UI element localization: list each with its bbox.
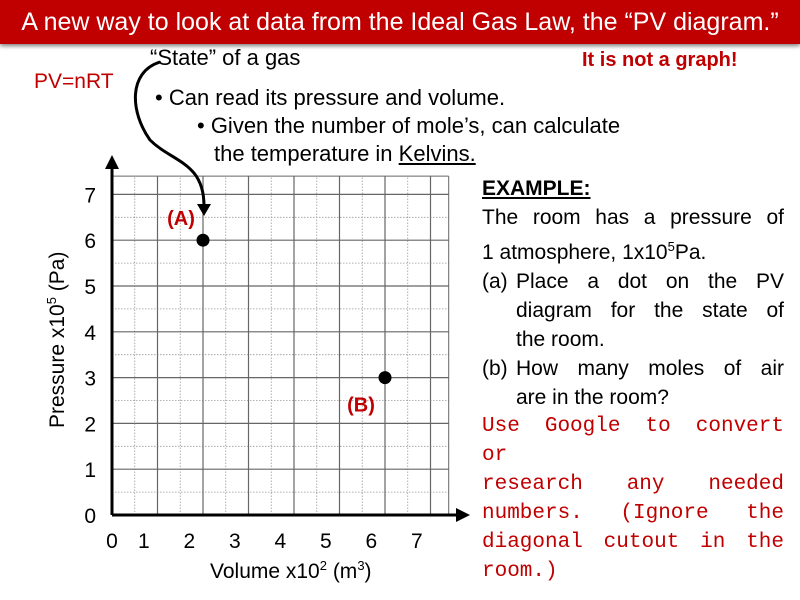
grid-major-lines [112, 176, 449, 515]
x-axis-arrowhead [456, 508, 470, 522]
note-line1: Use Google to convert or [482, 415, 784, 467]
x-tick-labels [106, 530, 423, 553]
question-a [482, 267, 784, 354]
bullet-cont-text: the temperature in [214, 141, 399, 166]
y-tick-label: 1 [84, 459, 96, 483]
question-b-line1: How many moles of air [516, 357, 784, 380]
question-a-line3: the room. [516, 328, 605, 351]
y-axis-title: Pressure $x10^5$ (Pa) [44, 251, 69, 428]
data-point-a [197, 234, 210, 247]
not-graph-note: It is not a graph! [582, 49, 738, 71]
y-tick-label: 3 [84, 367, 96, 391]
example-panel [482, 174, 784, 586]
x-tick-label: 7 [411, 530, 423, 553]
question-a-line1: Place a dot on the PV [516, 270, 784, 293]
note-line4: diagonal cutout in the [482, 531, 784, 554]
data-point-b [379, 371, 392, 384]
note-line5: room.) [482, 560, 558, 583]
kelvins-text: Kelvins. [398, 141, 476, 166]
y-tick-label: 6 [84, 230, 96, 254]
note-line2: research any needed [482, 473, 784, 496]
example-line1: The room has a pressure of [482, 206, 784, 229]
x-tick-label: 4 [274, 530, 287, 553]
y-tick-label: 5 [84, 276, 96, 299]
example-line2: 1 atmosphere, $1x10^5Pa$. [482, 239, 707, 264]
question-a-line2: diagram for the state of [516, 299, 784, 322]
state-label: “State” of a gas [150, 45, 301, 70]
y-tick-label: 2 [84, 413, 96, 437]
point-label-a: (A) [167, 208, 195, 231]
grid-minor-lines [112, 176, 449, 515]
note-line3: numbers. (Ignore the [482, 502, 784, 525]
x-tick-label: 0 [106, 530, 118, 553]
y-tick-label: 7 [84, 184, 96, 208]
curved-arrow [135, 62, 204, 206]
y-tick-label: 0 [84, 505, 96, 528]
x-tick-label: 2 [183, 530, 196, 553]
axes [105, 155, 470, 522]
question-a-label: (a) [482, 270, 508, 293]
y-tick-labels [84, 184, 96, 528]
x-tick-label: 5 [320, 530, 332, 553]
question-b [482, 354, 784, 412]
x-axis-title: Volume $x10^2$ $(m^3)$ [210, 558, 372, 583]
slide-title: A new way to look at data from the Ideal Gas Law, the “PV diagram.” [0, 0, 800, 44]
bullet-read-pressure: • Can read its pressure and volume. [155, 85, 506, 110]
bullet-calc-temperature: • Given the number of mole’s, can calculate [197, 113, 621, 138]
question-b-label: (b) [482, 357, 508, 380]
x-tick-label: 3 [229, 530, 241, 553]
x-tick-label: 1 [138, 530, 150, 553]
curved-arrow-head [197, 204, 211, 216]
x-tick-label: 6 [365, 530, 378, 553]
question-b-line2: are in the room? [516, 386, 669, 409]
data-points [167, 208, 391, 416]
ideal-gas-formula: PV=nRT [34, 70, 114, 93]
y-axis-arrowhead [105, 155, 119, 169]
example-heading: EXAMPLE: [482, 177, 591, 200]
y-tick-label: 4 [84, 321, 96, 345]
point-label-b: (B) [347, 394, 375, 417]
